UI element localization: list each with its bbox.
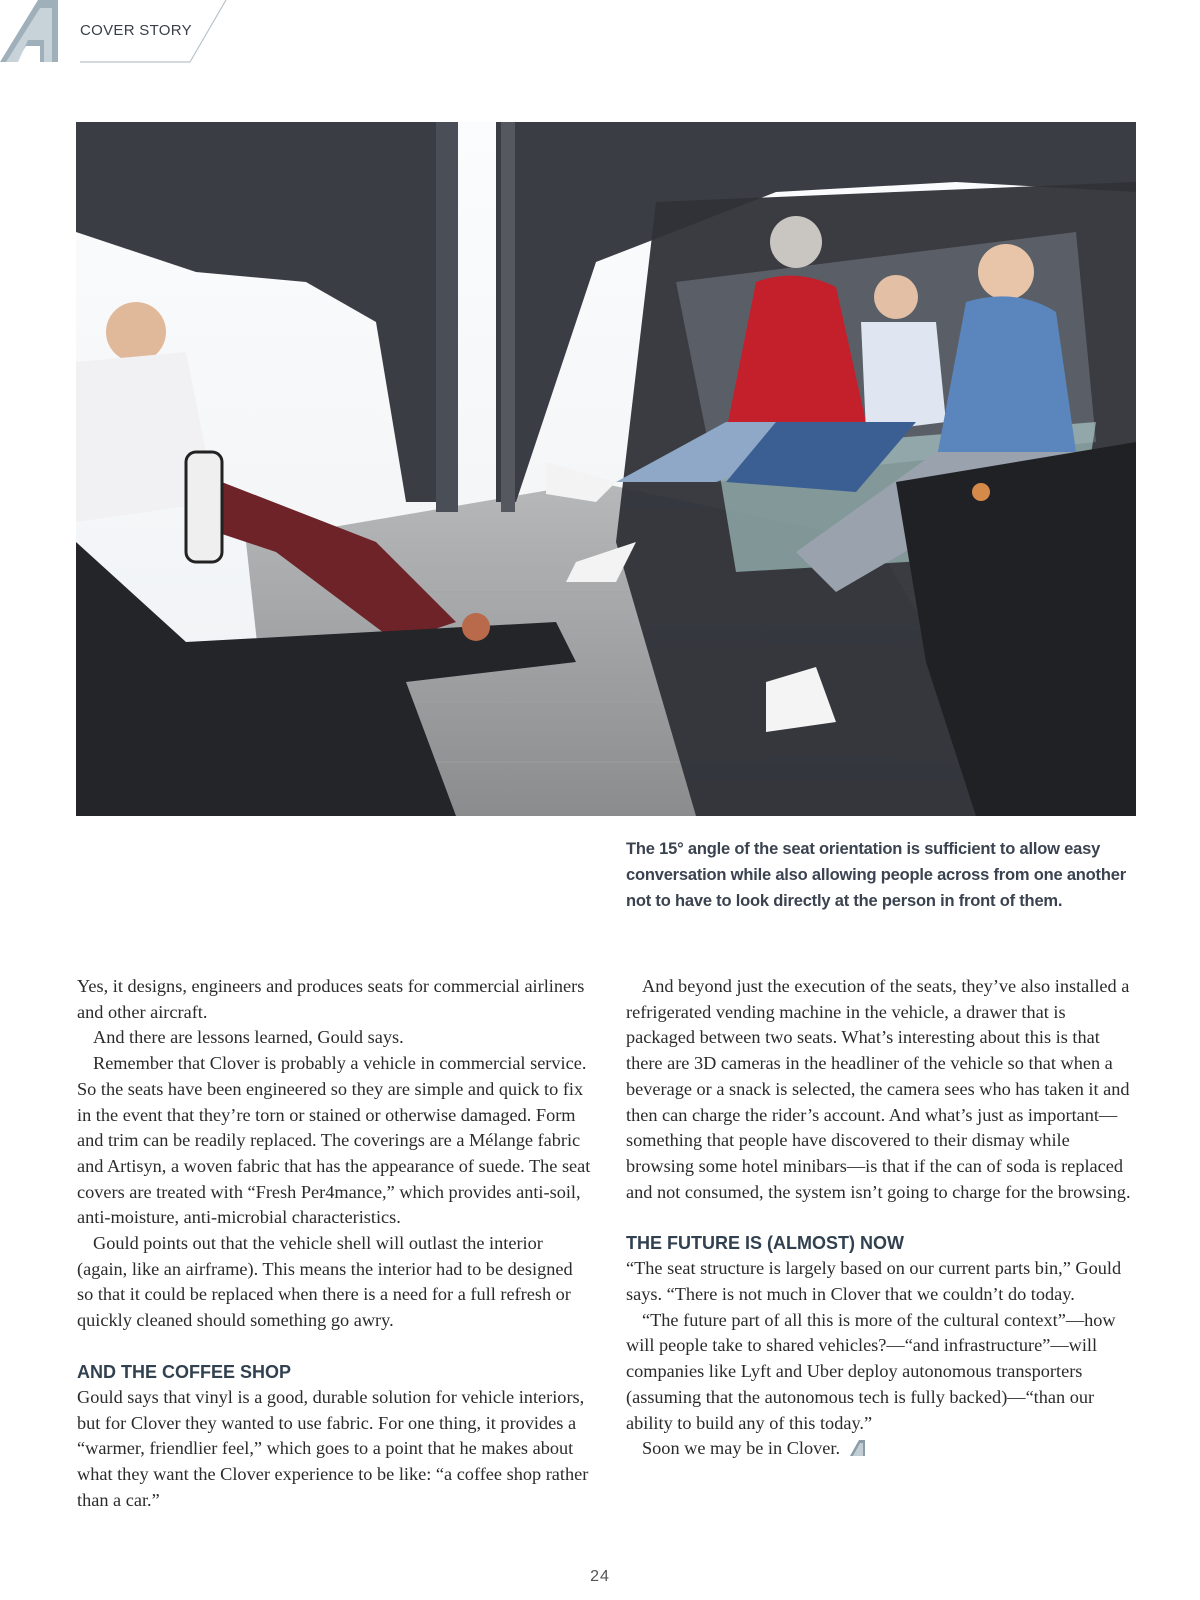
- vehicle-interior-photo: [76, 122, 1136, 816]
- closing-paragraph: [626, 1436, 1136, 1462]
- body-paragraph: And beyond just the execution of the seats, they’ve also installed a refrigerated vending machine in the vehicle, a drawer that is packaged between two seats. What’s interesting about this is that there are 3D cameras in the headliner of the vehicle so that when a beverage or a snack is selected, the camera sees who has taken it and then can charge the rider’s account. And what’s just as important—something that people have discovered to their dismay while browsing some hotel minibars—is that if the can of soda is replaced and not consumed, the system isn’t going to charge for the browsing.: [626, 976, 1131, 1202]
- photo-caption: [626, 836, 1126, 914]
- caption-line: not to have to look directly at the person in front of them.: [626, 892, 1063, 910]
- body-paragraph: Gould points out that the vehicle shell will outlast the interior (again, like an airframe). This means the interior had to be designed so that it could be replaced when there is a need for a full refresh or quickly cleaned should something go awry.: [77, 1233, 573, 1331]
- caption-line: conversation while also allowing people across from one another: [626, 866, 1126, 884]
- body-paragraph: “The seat structure is largely based on our current parts bin,” Gould says. “There is not much in Clover that we couldn’t do today.: [626, 1258, 1122, 1305]
- section-heading: AND THE COFFEE SHOP: [77, 1361, 292, 1382]
- a-logo-end-mark-icon: [850, 1440, 870, 1456]
- body-paragraph: “The future part of all this is more of the cultural context”—how will people take to shared vehicles?—“and infrastructure”—will companies like Lyft and Uber deploy autonomous transporters (assuming that the autonomous tech is fully backed)—“than our ability to build any of this today.”: [626, 1309, 1116, 1433]
- body-paragraph: Remember that Clover is probably a vehicle in commercial service. So the seats have been engineered so they are simple and quick to fix in the event that they’re torn or stained or otherwise damaged. Form and trim can be readily replaced. The coverings are a Mélange fabric and Artisyn, a woven fabric that has the appearance of suede. The seat covers are treated with “Fresh Per4mance,” which provides anti-soil, anti-moisture, anti-microbial characteristics.: [77, 1053, 591, 1228]
- closing-text: Soon we may be in Clover.: [642, 1438, 841, 1459]
- section-label: COVER STORY: [80, 22, 192, 39]
- body-paragraph: Yes, it designs, engineers and produces seats for commercial airliners and other aircraft.: [77, 976, 585, 1022]
- page-number: 24: [590, 1568, 610, 1585]
- body-paragraph: And there are lessons learned, Gould says.: [93, 1027, 404, 1048]
- section-heading: THE FUTURE IS (ALMOST) NOW: [626, 1233, 904, 1254]
- caption-line: The 15° angle of the seat orientation is sufficient to allow easy: [626, 840, 1101, 858]
- right-column: [626, 974, 1136, 1462]
- left-column: [77, 974, 592, 1513]
- body-paragraph: Gould says that vinyl is a good, durable solution for vehicle interiors, but for Clover they wanted to use fabric. For one thing, it provides a “warmer, friendlier feel,” which goes to a point that he makes about what they want the Clover experience to be like: “a coffee shop rather than a car.”: [77, 1386, 589, 1510]
- header: [0, 0, 240, 64]
